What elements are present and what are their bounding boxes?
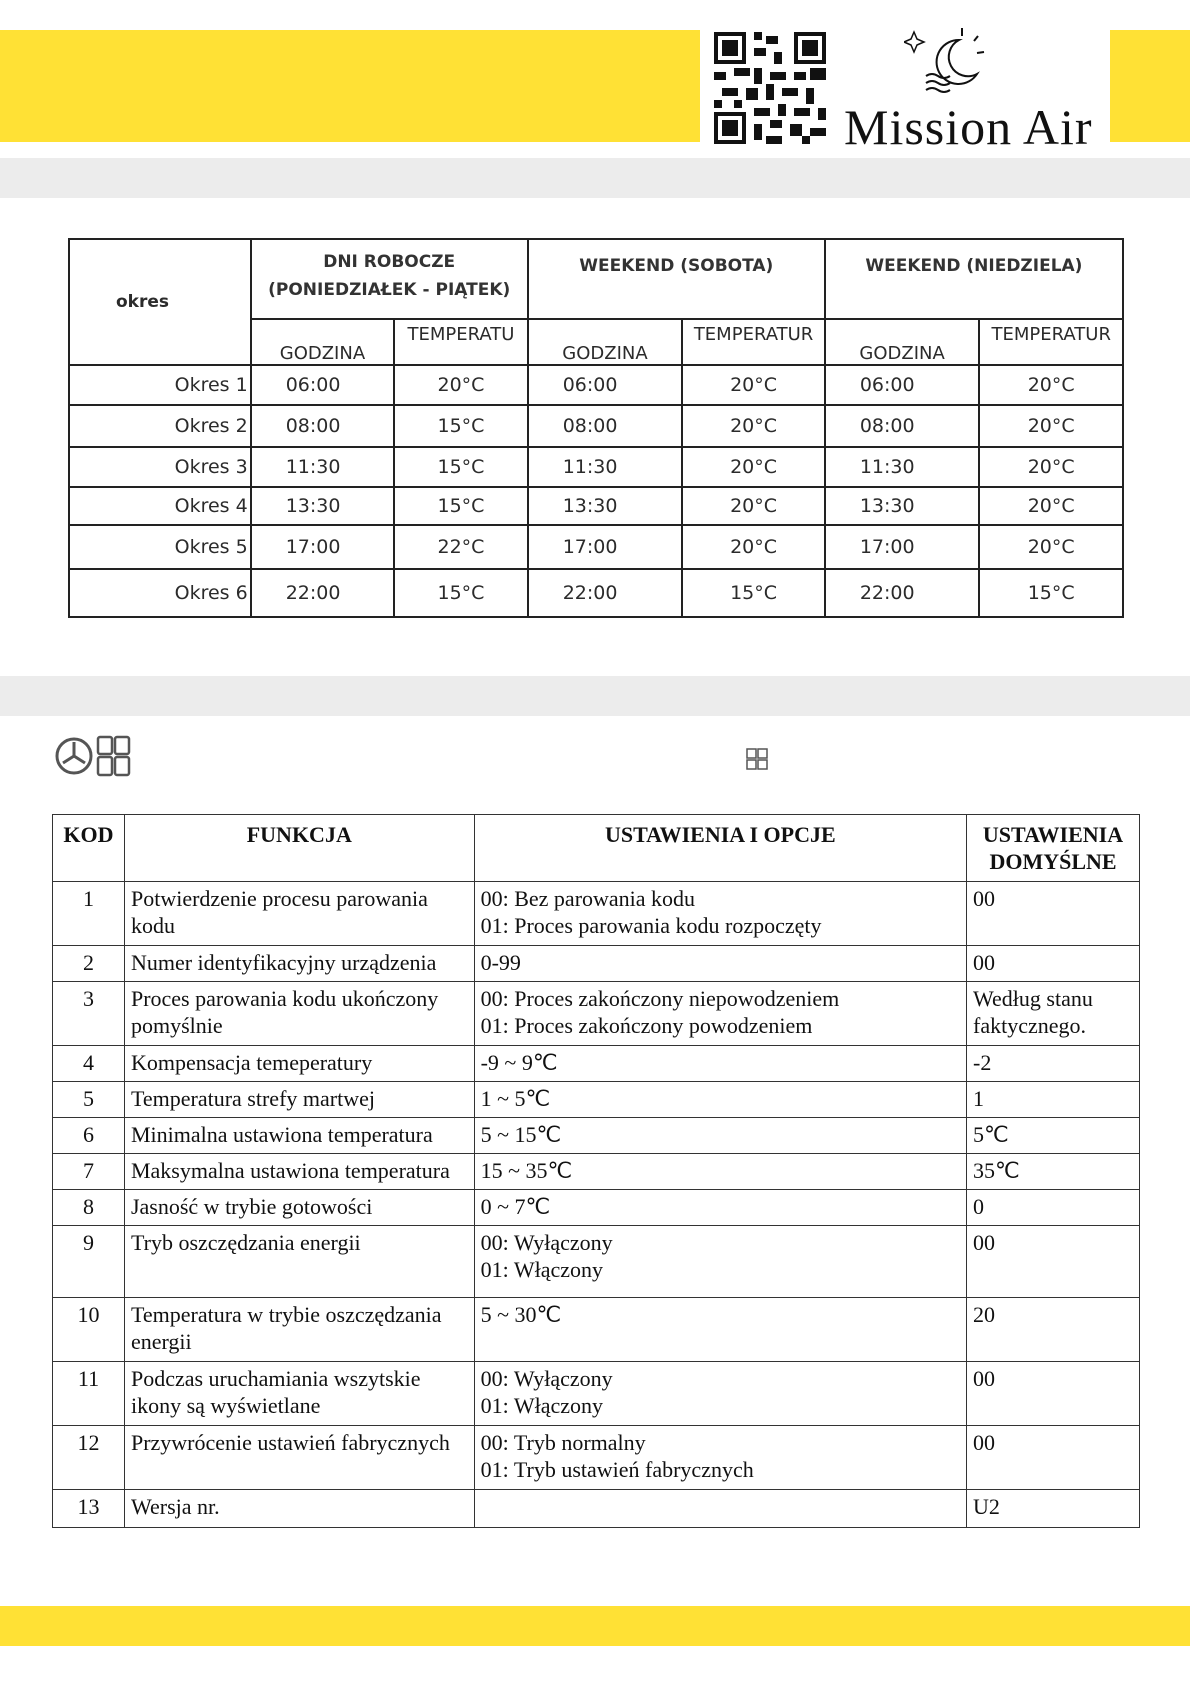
temperature-cell: 20°C	[394, 365, 528, 405]
subheader-time: GODZINA	[825, 319, 980, 365]
section-divider-top	[0, 158, 1190, 198]
time-cell: 13:30	[528, 487, 683, 525]
settings-row	[53, 1154, 1140, 1190]
default-cell: 00	[967, 1362, 1140, 1426]
function-cell: Podczas uruchamiania wszytskie ikony są wyświetlane	[124, 1362, 474, 1426]
function-cell: Przywrócenie ustawień fabrycznych	[124, 1426, 474, 1490]
schedule-row	[69, 365, 1123, 405]
options-cell	[474, 1154, 966, 1190]
default-cell: Według stanu faktycznego.	[967, 982, 1140, 1046]
code-cell: 1	[53, 882, 125, 946]
options-cell	[474, 1082, 966, 1118]
time-cell: 08:00	[825, 405, 980, 447]
default-cell: 5℃	[967, 1118, 1140, 1154]
period-label: Okres 4	[69, 487, 251, 525]
code-cell: 11	[53, 1362, 125, 1426]
option-line: 01: Włączony	[480, 1393, 603, 1418]
function-cell: Temperatura w trybie oszczędzania energii	[124, 1298, 474, 1362]
brand-name: Mission Air	[844, 99, 1093, 155]
time-cell: 22:00	[528, 569, 683, 617]
settings-row	[53, 1490, 1140, 1528]
footer-band	[0, 1606, 1190, 1646]
settings-table	[52, 814, 1140, 1528]
schedule-row	[69, 447, 1123, 487]
function-cell: Kompensacja temeperatury	[124, 1046, 474, 1082]
code-cell: 8	[53, 1190, 125, 1226]
clock-icon	[57, 739, 91, 773]
options-cell	[474, 1362, 966, 1426]
option-line: 01: Proces parowania kodu rozpoczęty	[480, 913, 822, 938]
header-funkcja: FUNKCJA	[124, 815, 474, 882]
time-cell: 22:00	[251, 569, 395, 617]
code-cell: 4	[53, 1046, 125, 1082]
code-cell: 3	[53, 982, 125, 1046]
temperature-cell: 15°C	[394, 405, 528, 447]
function-cell: Jasność w trybie gotowości	[124, 1190, 474, 1226]
temperature-cell: 22°C	[394, 525, 528, 569]
schedule-table	[68, 238, 1124, 618]
code-cell: 6	[53, 1118, 125, 1154]
default-cell: 1	[967, 1082, 1140, 1118]
options-cell	[474, 1118, 966, 1154]
header-domyslne: USTAWIENIA DOMYŚLNE	[967, 815, 1140, 882]
default-cell: 20	[967, 1298, 1140, 1362]
default-cell: 00	[967, 1426, 1140, 1490]
group-header-weekdays: DNI ROBOCZE (PONIEDZIAŁEK - PIĄTEK)	[251, 239, 528, 319]
function-cell: Potwierdzenie procesu parowania kodu	[124, 882, 474, 946]
group-header-saturday: WEEKEND (SOBOTA)	[528, 239, 825, 319]
settings-row	[53, 982, 1140, 1046]
code-cell: 13	[53, 1490, 125, 1528]
function-cell: Minimalna ustawiona temperatura	[124, 1118, 474, 1154]
option-line: 01: Włączony	[480, 1257, 603, 1282]
temperature-cell: 20°C	[979, 525, 1123, 569]
subheader-time: GODZINA	[251, 319, 395, 365]
option-line: 00: Bez parowania kodu	[480, 886, 696, 911]
settings-row	[53, 1118, 1140, 1154]
settings-row	[53, 946, 1140, 982]
default-cell: -2	[967, 1046, 1140, 1082]
moon-sun-logo-icon	[904, 22, 994, 102]
function-cell: Proces parowania kodu ukończony pomyślnie	[124, 982, 474, 1046]
temperature-cell: 20°C	[682, 447, 825, 487]
option-line: 15 ~ 35℃	[480, 1158, 573, 1183]
code-cell: 7	[53, 1154, 125, 1190]
temperature-cell: 15°C	[682, 569, 825, 617]
subheader-temp: TEMPERATU	[394, 319, 528, 365]
code-cell: 9	[53, 1226, 125, 1298]
temperature-cell: 20°C	[682, 365, 825, 405]
default-cell: 35℃	[967, 1154, 1140, 1190]
code-cell: 12	[53, 1426, 125, 1490]
option-line: 01: Tryb ustawień fabrycznych	[480, 1457, 754, 1482]
section-divider-mid	[0, 676, 1190, 716]
settings-row	[53, 1298, 1140, 1362]
period-label: Okres 6	[69, 569, 251, 617]
function-cell: Maksymalna ustawiona temperatura	[124, 1154, 474, 1190]
temperature-cell: 15°C	[394, 569, 528, 617]
time-cell: 08:00	[528, 405, 683, 447]
temperature-cell: 15°C	[979, 569, 1123, 617]
options-cell	[474, 1046, 966, 1082]
time-cell: 13:30	[251, 487, 395, 525]
option-line: 5 ~ 30℃	[480, 1302, 562, 1327]
option-line: 00: Proces zakończony niepowodzeniem	[480, 986, 840, 1011]
temperature-cell: 20°C	[979, 447, 1123, 487]
time-cell: 06:00	[825, 365, 980, 405]
header-opcje: USTAWIENIA I OPCJE	[474, 815, 966, 882]
settings-row	[53, 1046, 1140, 1082]
period-label: Okres 2	[69, 405, 251, 447]
function-cell: Temperatura strefy martwej	[124, 1082, 474, 1118]
section-icons	[54, 734, 132, 778]
settings-row	[53, 1190, 1140, 1226]
temperature-cell: 20°C	[979, 365, 1123, 405]
code-cell: 5	[53, 1082, 125, 1118]
period-label: Okres 3	[69, 447, 251, 487]
settings-row	[53, 1226, 1140, 1298]
temperature-cell: 20°C	[979, 405, 1123, 447]
temperature-cell: 20°C	[682, 487, 825, 525]
option-line: 1 ~ 5℃	[480, 1086, 551, 1111]
default-cell: U2	[967, 1490, 1140, 1528]
default-cell: 00	[967, 1226, 1140, 1298]
header-kod: KOD	[53, 815, 125, 882]
schedule-row	[69, 569, 1123, 617]
period-header: okres	[69, 239, 251, 365]
grid-icon	[746, 748, 768, 770]
time-cell: 11:30	[528, 447, 683, 487]
header-band-left	[0, 30, 700, 142]
time-cell: 17:00	[251, 525, 395, 569]
settings-row	[53, 1362, 1140, 1426]
temperature-cell: 20°C	[979, 487, 1123, 525]
time-cell: 11:30	[251, 447, 395, 487]
default-cell: 00	[967, 946, 1140, 982]
schedule-row	[69, 405, 1123, 447]
option-line: 01: Proces zakończony powodzeniem	[480, 1013, 813, 1038]
temperature-cell: 20°C	[682, 525, 825, 569]
code-cell: 2	[53, 946, 125, 982]
default-cell: 0	[967, 1190, 1140, 1226]
subheader-temp: TEMPERATUR	[682, 319, 825, 365]
time-cell: 17:00	[825, 525, 980, 569]
option-line: 00: Wyłączony	[480, 1230, 613, 1255]
options-cell	[474, 1298, 966, 1362]
temperature-cell: 15°C	[394, 487, 528, 525]
grid-icon	[98, 737, 129, 775]
period-label: Okres 5	[69, 525, 251, 569]
qr-code-icon	[714, 32, 826, 144]
option-line: 5 ~ 15℃	[480, 1122, 562, 1147]
schedule-row	[69, 525, 1123, 569]
time-cell: 17:00	[528, 525, 683, 569]
option-line: 0 ~ 7℃	[480, 1194, 551, 1219]
options-cell	[474, 1190, 966, 1226]
option-line: 00: Tryb normalny	[480, 1430, 646, 1455]
time-cell: 06:00	[251, 365, 395, 405]
settings-row	[53, 1426, 1140, 1490]
brand-logo	[714, 22, 1093, 155]
time-cell: 11:30	[825, 447, 980, 487]
period-label: Okres 1	[69, 365, 251, 405]
temperature-cell: 15°C	[394, 447, 528, 487]
function-cell: Wersja nr.	[124, 1490, 474, 1528]
time-cell: 13:30	[825, 487, 980, 525]
function-cell: Numer identyfikacyjny urządzenia	[124, 946, 474, 982]
group-header-sunday: WEEKEND (NIEDZIELA)	[825, 239, 1123, 319]
settings-row	[53, 882, 1140, 946]
options-cell	[474, 946, 966, 982]
options-cell	[474, 882, 966, 946]
header-band-right	[1110, 30, 1190, 142]
default-cell: 00	[967, 882, 1140, 946]
settings-row	[53, 1082, 1140, 1118]
code-cell: 10	[53, 1298, 125, 1362]
options-cell	[474, 1490, 966, 1528]
subheader-time: GODZINA	[528, 319, 683, 365]
option-line: 0-99	[480, 950, 521, 975]
options-cell	[474, 1426, 966, 1490]
temperature-cell: 20°C	[682, 405, 825, 447]
option-line: 00: Wyłączony	[480, 1366, 613, 1391]
time-cell: 22:00	[825, 569, 980, 617]
function-cell: Tryb oszczędzania energii	[124, 1226, 474, 1298]
time-cell: 08:00	[251, 405, 395, 447]
options-cell	[474, 1226, 966, 1298]
option-line: -9 ~ 9℃	[480, 1050, 558, 1075]
subheader-temp: TEMPERATUR	[979, 319, 1123, 365]
options-cell	[474, 982, 966, 1046]
time-cell: 06:00	[528, 365, 683, 405]
schedule-row	[69, 487, 1123, 525]
